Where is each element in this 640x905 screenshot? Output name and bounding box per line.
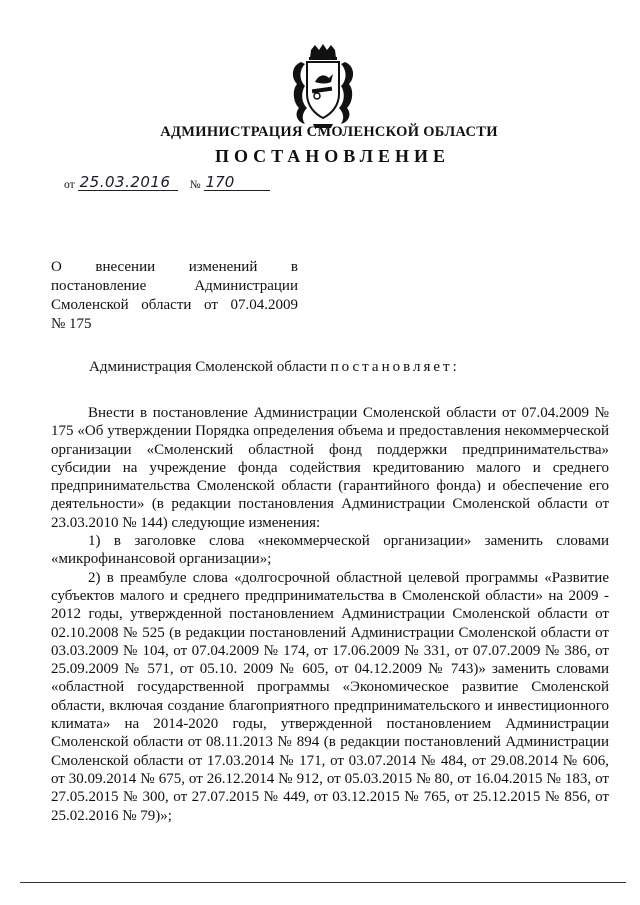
preamble-text: Администрация Смоленской области xyxy=(89,359,331,375)
smolensk-coat-of-arms-icon xyxy=(289,44,357,128)
registration-line xyxy=(64,174,270,191)
document-subject xyxy=(51,258,298,334)
date-label: от xyxy=(64,179,75,191)
subject-line: О внесении изменений в xyxy=(51,259,298,275)
subject-line: № 175 xyxy=(51,316,92,332)
number-label: № xyxy=(189,179,201,191)
document-body xyxy=(51,404,609,825)
subject-line: постановление Администрации xyxy=(51,278,298,294)
subject-line: Смоленской области от 07.04.2009 xyxy=(51,297,298,313)
document-type: ПОСТАНОВЛЕНИЕ xyxy=(214,146,451,166)
preamble-keyword: постановляет: xyxy=(330,359,460,375)
paragraph-intro: Внести в постановление Администрации Смоленской области от 07.04.2009 № 175 «Об утверждении Порядка определения объема и предоставления некоммерческой организации «Смоленский областной фонд поддержки предпринимательства» субсидии на учреждение фонда содействия кредитованию малого и среднего предпринимательства Смоленской области (гарантийного фонда) и обеспечение его деятельности» (в редакции постановления Администрации Смоленской области от 23.03.2010 № 144) следующие изменения: xyxy=(51,405,609,531)
preamble xyxy=(89,359,460,376)
organization-name: АДМИНИСТРАЦИЯ СМОЛЕНСКОЙ ОБЛАСТИ xyxy=(160,124,498,140)
paragraph-item-1: 1) в заголовке слова «некоммерческой организации» заменить словами «микрофинансовой организации»; xyxy=(51,533,609,568)
handwritten-date: 25.03.2016 xyxy=(78,174,178,191)
footer-divider xyxy=(20,882,626,883)
paragraph-item-2: 2) в преамбуле слова «долгосрочной областной целевой программы «Развитие субъектов малого и среднего предпринимательства в Смоленской области» на 2009 - 2012 годы, утвержденной постановлением Администрации Смоленской области от 02.10.2008 № 525 (в редакции постановлений Администрации Смоленской области от 03.03.2009 № 104, от 07.04.2009 № 174, от 17.06.2009 № 331, от 07.07.2009 № 386, от 25.09.2009 № 571, от 05.10. 2009 № 605, от 04.12.2009 № 743)» заменить словами «областной государственной программы «Экономическое развитие Смоленской области, включая создание благоприятного предпринимательского и инвестиционного климата» на 2014-2020 годы, утвержденной постановлением Администрации Смоленской области от 08.11.2013 № 894 (в редакции постановлений Администрации Смоленской области от 17.03.2014 № 171, от 03.07.2014 № 484, от 29.08.2014 № 606, от 30.09.2014 № 675, от 26.12.2014 № 912, от 05.03.2015 № 80, от 16.04.2015 № 183, от 27.05.2015 № 300, от 27.07.2015 № 449, от 03.12.2015 № 765, от 25.12.2015 № 856, от 25.02.2016 № 79)»; xyxy=(51,569,609,824)
handwritten-number: 170 xyxy=(204,174,270,191)
